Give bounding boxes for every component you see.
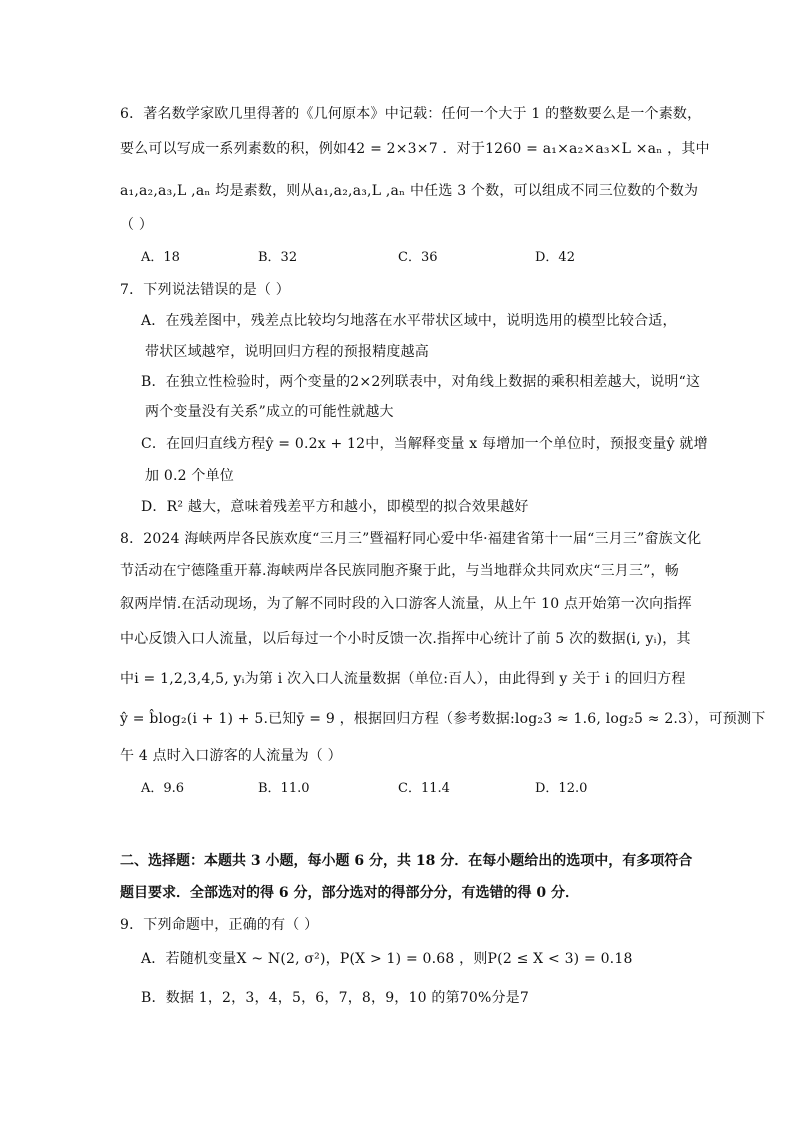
q6-option-c: C．36	[398, 250, 438, 265]
q7-option-c-line-2: 加 0.2 个单位	[145, 468, 234, 484]
q8-option-a: A．9.6	[141, 781, 185, 796]
section-2-heading-line-2: 题目要求．全部选对的得 6 分，部分选对的得部分分，有选错的得 0 分．	[120, 885, 579, 901]
section-2-heading-line-1: 二、选择题：本题共 3 小题，每小题 6 分，共 18 分．在每小题给出的选项中，有多项符合	[120, 853, 693, 869]
q8-option-b: B．11.0	[258, 781, 310, 796]
q6-option-b: B．32	[258, 250, 298, 265]
q7-option-b-line-2: 两个变量没有关系”成立的可能性就越大	[145, 404, 394, 420]
q8-line-7: 午 4 点时入口游客的人流量为（ ）	[120, 748, 342, 764]
q6-line-1: 6．著名数学家欧几里得著的《几何原本》中记载：任何一个大于 1 的整数要么是一个素数，	[120, 106, 702, 122]
q8-option-c: C．11.4	[398, 781, 450, 796]
q7-option-c-line-1: C．在回归直线方程ŷ = 0.2x + 12中，当解释变量 x 每增加一个单位时，预报变量ŷ 就增	[141, 436, 708, 452]
q8-line-2: 节活动在宁德隆重开幕.海峡两岸各民族同胞齐聚于此，与当地群众共同欢庆“三月三”，畅	[120, 563, 679, 579]
q6-line-2: 要么可以写成一系列素数的积，例如42 = 2×3×7 ．对于1260 = a₁×a₂×a₃×L ×aₙ ，其中	[120, 141, 710, 157]
q7-option-a-line-1: A．在残差图中，残差点比较均匀地落在水平带状区域中，说明选用的模型比较合适，	[141, 313, 677, 329]
q8-line-6: ŷ = b̂log₂(i + 1) + 5.已知ȳ = 9 ，根据回归方程（参考数据:log₂3 ≈ 1.6, log₂5 ≈ 2.3），可预测下	[120, 711, 766, 727]
q6-answer-paren: （ ）	[120, 217, 154, 233]
q7-option-b-line-1: B．在独立性检验时，两个变量的2×2列联表中，对角线上数据的乘积相差越大，说明“这	[141, 374, 701, 390]
q9-stem: 9．下列命题中，正确的有（ ）	[120, 917, 319, 933]
q7-stem: 7．下列说法错误的是（ ）	[120, 282, 290, 298]
q9-option-b: B．数据 1，2，3，4，5，6，7，8，9，10 的第70%分是7	[141, 990, 529, 1006]
q6-option-d: D．42	[535, 250, 575, 265]
q8-option-d: D．12.0	[535, 781, 588, 796]
q8-line-5: 中i = 1,2,3,4,5, yᵢ为第 i 次入口人流量数据（单位:百人），由此得到 y 关于 i 的回归方程	[120, 671, 686, 687]
q8-line-4: 中心反馈入口人流量，以后每过一个小时反馈一次.指挥中心统计了前 5 次的数据(i, yᵢ)，其	[120, 631, 691, 647]
q6-option-a: A．18	[141, 250, 180, 265]
q8-line-3: 叙两岸情.在活动现场，为了解不同时段的入口游客人流量，从上午 10 点开始第一次向指挥	[120, 596, 692, 612]
q7-option-d: D．R² 越大，意味着残差平方和越小，即模型的拟合效果越好	[141, 499, 529, 515]
q9-option-a: A．若随机变量X ~ N(2, σ²)，P(X > 1) = 0.68 ，则P(2 ≤ X < 3) = 0.18	[141, 951, 633, 967]
q7-option-a-line-2: 带状区域越窄，说明回归方程的预报精度越高	[145, 344, 429, 360]
q6-line-3: a₁,a₂,a₃,L ,aₙ 均是素数，则从a₁,a₂,a₃,L ,aₙ 中任选 3 个数，可以组成不同三位数的个数为	[120, 183, 699, 199]
q8-line-1: 8．2024 海峡两岸各民族欢度“三月三”暨福籽同心爱中华·福建省第十一届“三月三”畲族文化	[120, 531, 702, 547]
